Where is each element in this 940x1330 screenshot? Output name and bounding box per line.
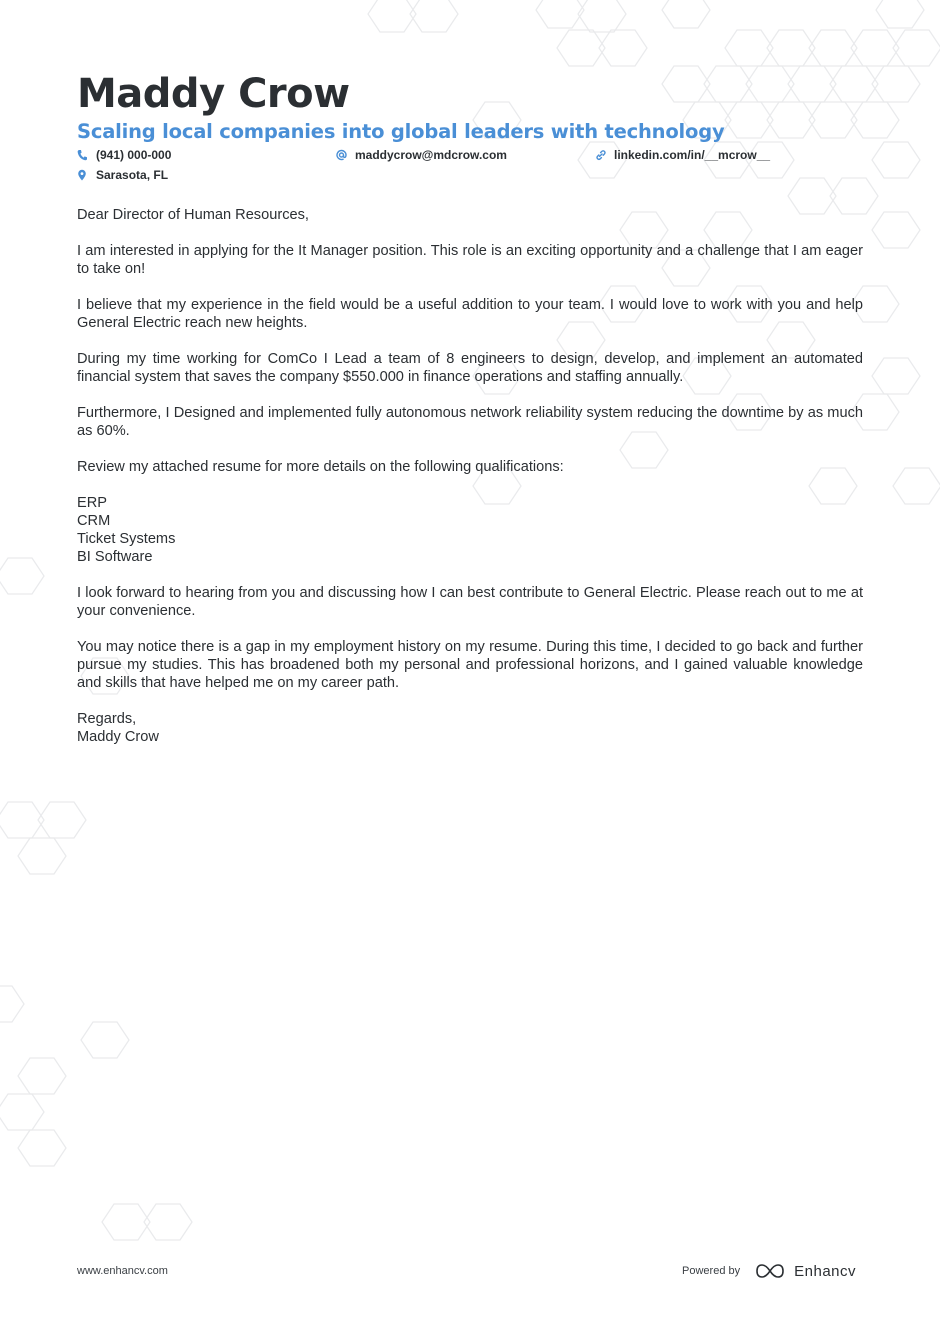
paragraph-3: During my time working for ComCo I Lead a team of 8 engineers to design, develop, and implement an automated financial system that saves the company $550.000 in finance operations and staffing annually. [77, 351, 863, 385]
powered-by-label: Powered by [682, 1265, 741, 1277]
qualifications-list [77, 494, 863, 566]
hexagon-shape [557, 30, 605, 66]
hexagon-shape [18, 838, 66, 874]
hexagon-shape [704, 66, 752, 102]
paragraph-7: You may notice there is a gap in my employment history on my resume. During this time, I decided to go back and further pursue my studies. This has broadened both my personal and professional horizons, and I gained valuable knowledge and skills that have helped me on my career path. [77, 639, 863, 691]
footer-website-link[interactable]: www.enhancv.com [77, 1265, 168, 1277]
letter-body [77, 206, 863, 764]
at-icon [336, 149, 346, 161]
hexagon-shape [851, 102, 899, 138]
hexagon-shape [872, 66, 920, 102]
paragraph-4: Furthermore, I Designed and implemented fully autonomous network reliability system reducing the downtime by as much as 60%. [77, 405, 863, 439]
paragraph-6: I look forward to hearing from you and discussing how I can best contribute to General Electric. Please reach out to me at your convenience. [77, 585, 863, 619]
hexagon-shape [536, 0, 584, 28]
contact-location [77, 168, 168, 182]
qualification-item: CRM [77, 513, 111, 529]
hexagon-shape [0, 986, 24, 1022]
hexagon-shape [876, 0, 924, 28]
paragraph-1: I am interested in applying for the It Manager position. This role is an exciting opportunity and a challenge that I am eager to take on! [77, 243, 863, 277]
contact-email[interactable] [336, 148, 507, 162]
hexagon-shape [767, 102, 815, 138]
greeting: Dear Director of Human Resources, [77, 207, 309, 223]
hexagon-shape [368, 0, 416, 32]
hexagon-shape [872, 142, 920, 178]
signature: Maddy Crow [77, 729, 159, 745]
paragraph-5: Review my attached resume for more details on the following qualifications: [77, 459, 564, 475]
phone-text: (941) 000-000 [96, 148, 172, 162]
hexagon-shape [809, 30, 857, 66]
hexagon-shape [18, 1130, 66, 1166]
hexagon-shape [746, 66, 794, 102]
hexagon-shape [578, 0, 626, 32]
qualification-item: BI Software [77, 549, 153, 565]
hexagon-shape [0, 558, 44, 594]
contact-phone[interactable] [77, 148, 171, 162]
link-icon [595, 149, 605, 161]
phone-icon [77, 149, 87, 161]
hexagon-shape [851, 30, 899, 66]
hexagon-shape [410, 0, 458, 32]
sign-off [77, 710, 863, 746]
location-text: Sarasota, FL [96, 168, 169, 182]
paragraph-2: I believe that my experience in the field would be a useful addition to your team. I would love to work with you and help General Electric reach new heights. [77, 297, 863, 331]
hexagon-shape [872, 358, 920, 394]
hexagon-shape [38, 802, 86, 838]
hexagon-shape [788, 66, 836, 102]
hexagon-shape [0, 1094, 44, 1130]
enhancv-brand: Enhancv [794, 1262, 856, 1280]
qualification-item: Ticket Systems [77, 531, 176, 547]
qualification-item: ERP [77, 495, 108, 511]
hexagon-shape [662, 0, 710, 28]
hexagon-shape [599, 30, 647, 66]
hexagon-shape [893, 468, 940, 504]
closing: Regards, [77, 711, 137, 727]
headline: Scaling local companies into global leaders with technology [77, 120, 725, 143]
email-text: maddycrow@mdcrow.com [355, 148, 507, 162]
location-pin-icon [77, 169, 87, 181]
hexagon-shape [893, 30, 940, 66]
hexagon-shape [144, 1204, 192, 1240]
hexagon-shape [81, 1022, 129, 1058]
hexagon-shape [662, 66, 710, 102]
hexagon-shape [872, 212, 920, 248]
hexagon-shape [809, 102, 857, 138]
contact-linkedin[interactable] [595, 148, 770, 162]
hexagon-shape [725, 102, 773, 138]
footer-powered-by[interactable] [682, 1262, 856, 1280]
hexagon-shape [18, 1058, 66, 1094]
hexagon-shape [102, 1204, 150, 1240]
hexagon-shape [830, 66, 878, 102]
enhancv-logo-icon [754, 1262, 786, 1280]
applicant-name: Maddy Crow [77, 71, 350, 117]
hexagon-shape [767, 30, 815, 66]
linkedin-text: linkedin.com/in/__mcrow__ [614, 148, 771, 162]
hexagon-shape [725, 30, 773, 66]
